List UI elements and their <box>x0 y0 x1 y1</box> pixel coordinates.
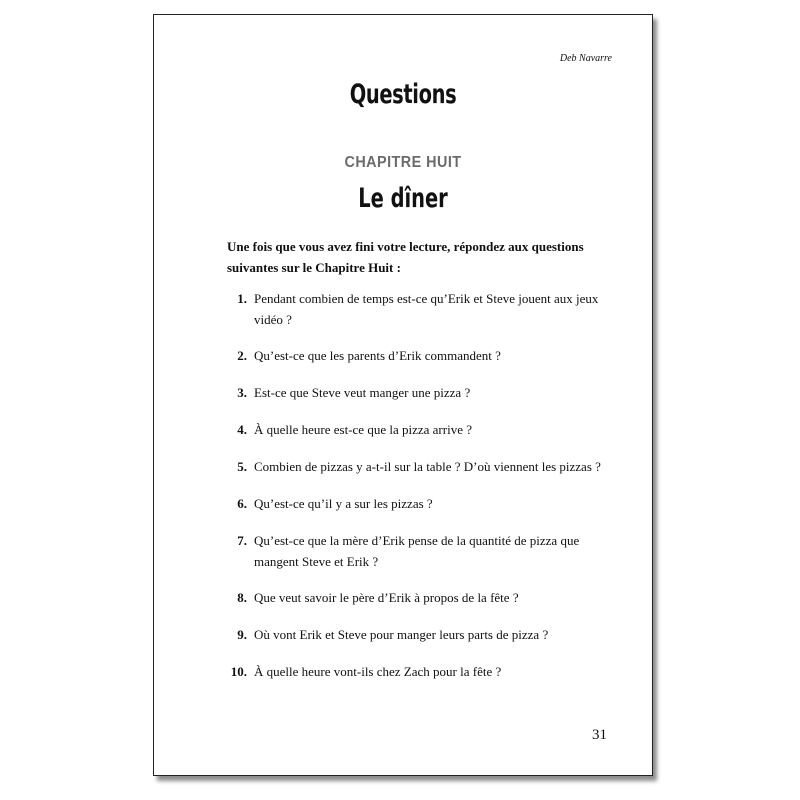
page-title: Questions <box>349 79 457 110</box>
instructions-text: Une fois que vous avez fini votre lecture, répondez aux questions suivantes sur le Chapitre Huit : <box>227 239 584 275</box>
page-number: 31 <box>592 727 607 743</box>
question-number: 4. <box>237 422 247 437</box>
question-text: Que veut savoir le père d’Erik à propos de la fête ? <box>254 590 519 605</box>
question-text: Qu’est-ce qu’il y a sur les pizzas ? <box>254 496 433 511</box>
question-item <box>227 624 617 645</box>
question-text: Qu’est-ce que la mère d’Erik pense de la quantité de pizza que mangent Steve et Erik ? <box>254 533 580 569</box>
question-text: À quelle heure est-ce que la pizza arrive ? <box>254 422 472 437</box>
question-item <box>227 288 617 330</box>
question-number: 1. <box>237 291 247 306</box>
question-item <box>227 345 617 366</box>
question-number: 8. <box>237 590 247 605</box>
question-item <box>227 530 617 572</box>
question-number: 9. <box>237 627 247 642</box>
chapter-title: Le dîner <box>358 183 448 214</box>
question-text: Combien de pizzas y a-t-il sur la table ? D’où viennent les pizzas ? <box>254 459 601 474</box>
question-item <box>227 382 617 403</box>
question-text: À quelle heure vont-ils chez Zach pour la fête ? <box>254 664 502 679</box>
question-text: Qu’est-ce que les parents d’Erik commandent ? <box>254 348 501 363</box>
question-number: 2. <box>237 348 247 363</box>
question-number: 3. <box>237 385 247 400</box>
question-number: 5. <box>237 459 247 474</box>
question-item <box>227 587 617 608</box>
question-number: 10. <box>230 664 247 679</box>
question-item <box>227 493 617 514</box>
book-page <box>153 14 653 776</box>
question-item <box>227 456 617 477</box>
running-header: Deb Navarre <box>559 53 612 64</box>
question-number: 6. <box>237 496 247 511</box>
question-item <box>227 661 617 682</box>
question-item <box>227 419 617 440</box>
question-text: Où vont Erik et Steve pour manger leurs parts de pizza ? <box>254 627 549 642</box>
chapter-label: CHAPITRE HUIT <box>344 154 462 171</box>
question-text: Pendant combien de temps est-ce qu’Erik et Steve jouent aux jeux vidéo ? <box>254 291 599 327</box>
question-text: Est-ce que Steve veut manger une pizza ? <box>254 385 471 400</box>
question-number: 7. <box>237 533 247 548</box>
